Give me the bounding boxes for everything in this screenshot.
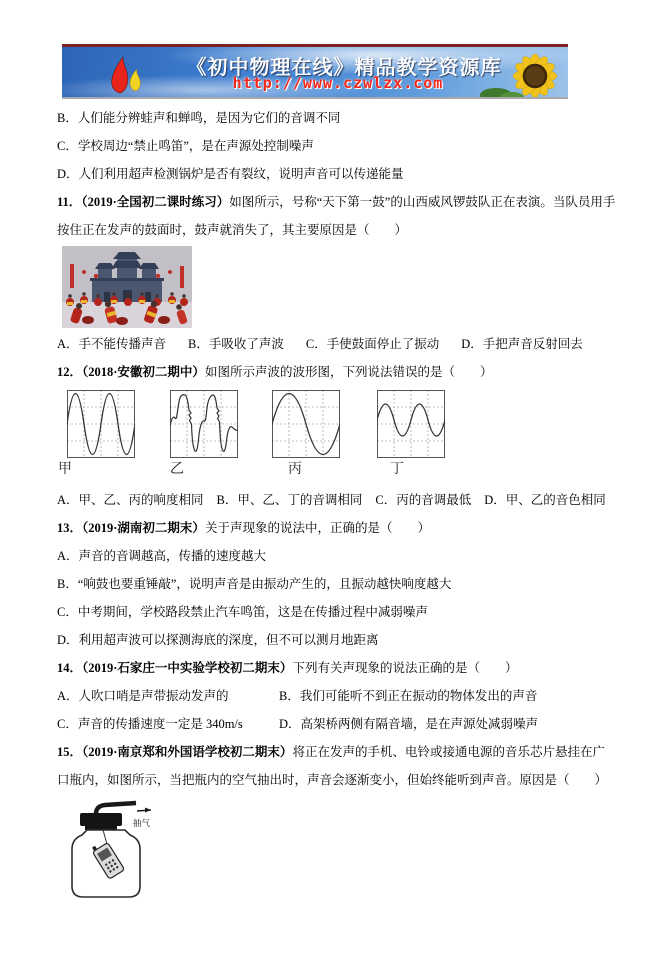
q15-number: 15．	[57, 745, 83, 759]
q15-source: （2019·南京郑和外国语学校初二期末）	[82, 745, 293, 759]
waveform-bing	[272, 390, 340, 458]
jar-pump-label: 抽气	[133, 818, 151, 828]
q11-stem	[57, 188, 617, 244]
q11-option-c: C．手使鼓面停止了振动	[305, 337, 440, 351]
waveform-jia	[67, 390, 135, 458]
worksheet-content	[0, 104, 661, 900]
q10-option-b: B．人们能分辨蛙声和蝉鸣，是因为它们的音调不同	[57, 111, 341, 125]
q12-stem-text: 如图所示声波的波形图，下列说法错误的是（ ）	[204, 365, 493, 379]
banner-title: 《初中物理在线》精品教学资源库	[186, 57, 502, 79]
q14-option-a: A．人吹口哨是声带振动发声的	[57, 689, 229, 703]
banner-url: http://www.czwlzx.com	[232, 74, 444, 92]
q13-option-d: D．利用超声波可以探测海底的深度，但不可以测月地距离	[57, 633, 379, 647]
q13-source: （2019·湖南初二期末）	[82, 521, 205, 535]
q11-option-d: D．手把声音反射回去	[461, 337, 583, 351]
q11-source: （2019·全国初二课时练习）	[81, 195, 230, 209]
q14-stem	[57, 654, 617, 682]
wave-label-yi: 乙	[170, 462, 184, 477]
q13-option-a: A．声音的音调越高，传播的速度越大	[57, 549, 267, 563]
q10-option-d: D．人们利用超声检测锅炉是否有裂纹，说明声音可以传递能量	[57, 167, 404, 181]
q12-source: （2018·安徽初二期中）	[82, 365, 205, 379]
site-banner	[62, 44, 568, 99]
q12-option-b: B．甲、乙、丁的音调相同	[216, 493, 363, 507]
sunflower-icon	[478, 49, 566, 99]
q13-stem	[57, 514, 617, 542]
q14-number: 14．	[57, 661, 83, 675]
q14-option-d: D．高架桥两侧有隔音墙，是在声源处减弱噪声	[279, 717, 539, 731]
q13-option-b: B．“响鼓也要重锤敲”，说明声音是由振动产生的，且振动越快响度越大	[57, 577, 452, 591]
q14-stem-text: 下列有关声现象的说法正确的是（ ）	[292, 661, 518, 675]
wave-label-bing: 丙	[288, 462, 302, 477]
q11-number: 11．	[57, 195, 82, 209]
q14-source: （2019·石家庄一中实验学校初二期末）	[82, 661, 293, 675]
wave-label-jia: 甲	[58, 462, 72, 477]
q11-option-b: B．手吸收了声波	[188, 337, 284, 351]
q14-option-b: B．我们可能听不到正在振动的物体发出的声音	[279, 689, 538, 703]
wave-label-ding: 丁	[390, 462, 404, 477]
q12-option-a: A．甲、乙、丙的响度相同	[57, 493, 204, 507]
q10-option-c: C．学校周边“禁止鸣笛”，是在声源处控制噪声	[57, 139, 314, 153]
q11-options-row	[57, 330, 617, 358]
q11-stem-text: 如图所示，号称“天下第一鼓”的山西威风锣鼓队正在表演。当队员用手按住正在发声的鼓面时，鼓声就消失了，其主要原因是（ ）	[57, 195, 616, 237]
waveform-yi	[170, 390, 238, 458]
q15-stem	[57, 738, 617, 794]
q13-option-c: C．中考期间，学校路段禁止汽车鸣笛，这是在传播过程中减弱噪声	[57, 605, 428, 619]
q15-stem-text: 将正在发声的手机、电铃或接通电源的音乐芯片悬挂在广口瓶内，如图所示，当把瓶内的空气抽出时，声音会逐渐变小，但始终能听到声音。原因是（ ）	[57, 745, 608, 787]
vacuum-jar-phone-figure	[60, 798, 160, 900]
q14-options-row-1	[57, 682, 617, 710]
q14-options-row-2	[57, 710, 617, 738]
q12-options-row	[57, 486, 617, 514]
q13-stem-text: 关于声现象的说法中，正确的是（ ）	[204, 521, 430, 535]
q13-number: 13．	[57, 521, 83, 535]
q12-stem	[57, 358, 617, 386]
waveform-ding	[377, 390, 445, 458]
drummers-performance-photo	[62, 246, 192, 328]
q11-option-a: A．手不能传播声音	[57, 337, 167, 351]
worksheet-page	[0, 44, 661, 979]
q12-number: 12．	[57, 365, 83, 379]
q14-option-c: C．声音的传播速度一定是 340m/s	[57, 717, 243, 731]
q12-option-c: C．丙的音调最低	[375, 493, 472, 507]
waveform-figures	[57, 390, 617, 486]
q12-option-d: D．甲、乙的音色相同	[484, 493, 606, 507]
